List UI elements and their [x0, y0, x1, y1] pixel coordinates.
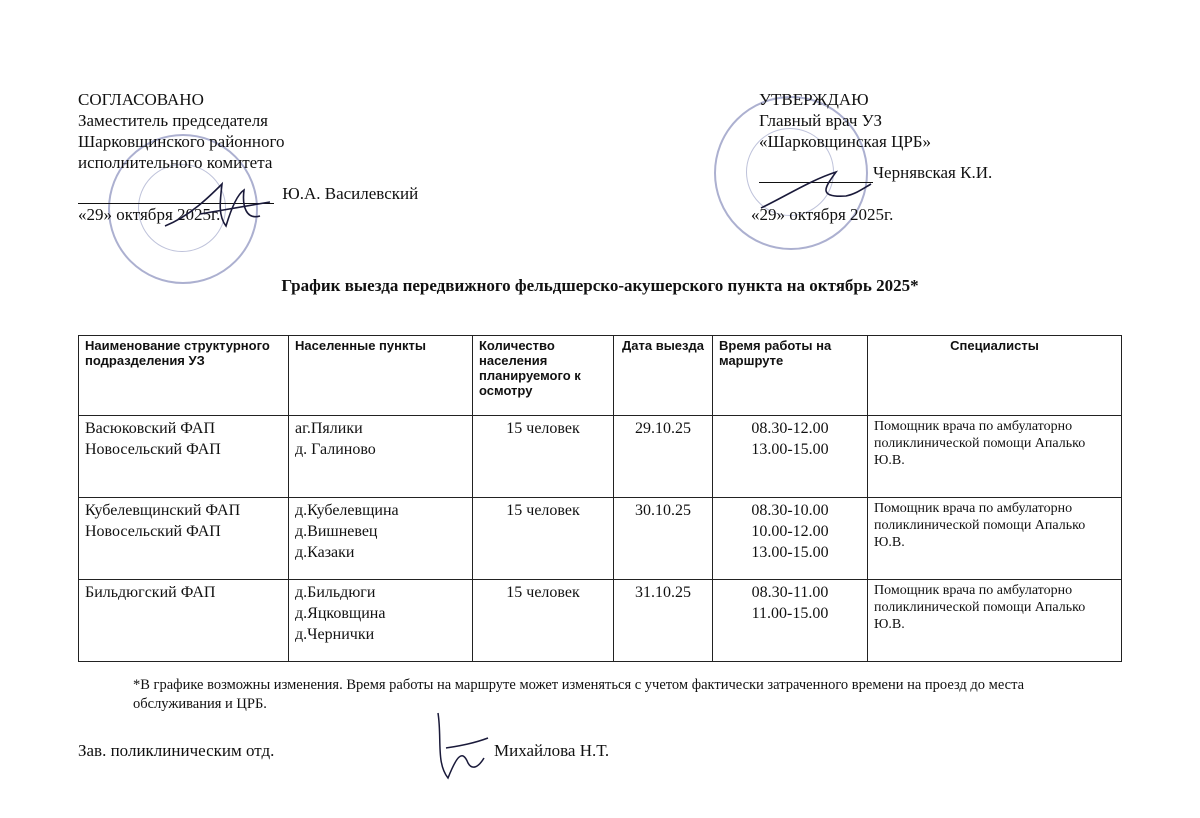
header-work-time: Время работы на маршруте: [713, 336, 868, 416]
time-cell: 08.30-10.00 10.00-12.00 13.00-15.00: [713, 498, 868, 580]
footer-name: Михайлова Н.Т.: [494, 741, 610, 760]
schedule-table: [78, 335, 1122, 662]
specialist-cell: Помощник врача по амбулаторно поликлинической помощи Апалько Ю.В.: [868, 580, 1122, 662]
approve-line-2: «Шарковщинская ЦРБ»: [759, 132, 932, 151]
right-signature: [756, 166, 876, 216]
date-cell: 30.10.25: [614, 498, 713, 580]
division-cell: Кубелевщинский ФАП Новосельский ФАП: [79, 498, 289, 580]
population-cell: 15 человек: [473, 416, 614, 498]
document-title: График выезда передвижного фельдшерско-акушерского пункта на октябрь 2025*: [281, 276, 919, 295]
approve-line-1: Главный врач УЗ: [759, 111, 882, 130]
table-row: [79, 498, 1122, 580]
agreed-date: «29» октября 2025г.: [78, 205, 221, 224]
approve-date: «29» октября 2025г.: [751, 205, 894, 224]
header-specialists: Специалисты: [868, 336, 1122, 416]
approve-signer: Чернявская К.И.: [873, 163, 993, 182]
date-cell: 31.10.25: [614, 580, 713, 662]
time-cell: 08.30-11.00 11.00-15.00: [713, 580, 868, 662]
header-population: Количество населения планируемого к осмотру: [473, 336, 614, 416]
approve-heading: УТВЕРЖДАЮ: [759, 90, 869, 109]
footnote: *В графике возможны изменения. Время работы на маршруте может изменяться с учетом фактически затраченного времени на проезд до места обслуживания и ЦРБ.: [133, 677, 1025, 712]
division-cell: Бильдюгский ФАП: [79, 580, 289, 662]
table-header-row: [79, 336, 1122, 416]
table-row: [79, 580, 1122, 662]
agreed-line-3: исполнительного комитета: [78, 153, 273, 172]
header-division: Наименование структурного подразделения УЗ: [79, 336, 289, 416]
specialist-cell: Помощник врача по амбулаторно поликлинической помощи Апалько Ю.В.: [868, 498, 1122, 580]
footer-position: Зав. поликлиническим отд.: [78, 741, 275, 760]
places-cell: д.Кубелевщина д.Вишневец д.Казаки: [289, 498, 473, 580]
agreed-heading: СОГЛАСОВАНО: [78, 90, 204, 109]
specialist-cell: Помощник врача по амбулаторно поликлинической помощи Апалько Ю.В.: [868, 416, 1122, 498]
population-cell: 15 человек: [473, 580, 614, 662]
division-cell: Васюковский ФАП Новосельский ФАП: [79, 416, 289, 498]
time-cell: 08.30-12.00 13.00-15.00: [713, 416, 868, 498]
footer-signature: [428, 708, 498, 788]
left-signature: [160, 176, 280, 236]
places-cell: д.Бильдюги д.Яцковщина д.Чернички: [289, 580, 473, 662]
date-cell: 29.10.25: [614, 416, 713, 498]
agreed-signer: Ю.А. Василевский: [282, 184, 419, 203]
places-cell: аг.Пялики д. Галиново: [289, 416, 473, 498]
header-places: Населенные пункты: [289, 336, 473, 416]
agreed-line-1: Заместитель председателя: [78, 111, 268, 130]
population-cell: 15 человек: [473, 498, 614, 580]
table-row: [79, 416, 1122, 498]
agreed-line-2: Шарковщинского районного: [78, 132, 285, 151]
header-date: Дата выезда: [614, 336, 713, 416]
